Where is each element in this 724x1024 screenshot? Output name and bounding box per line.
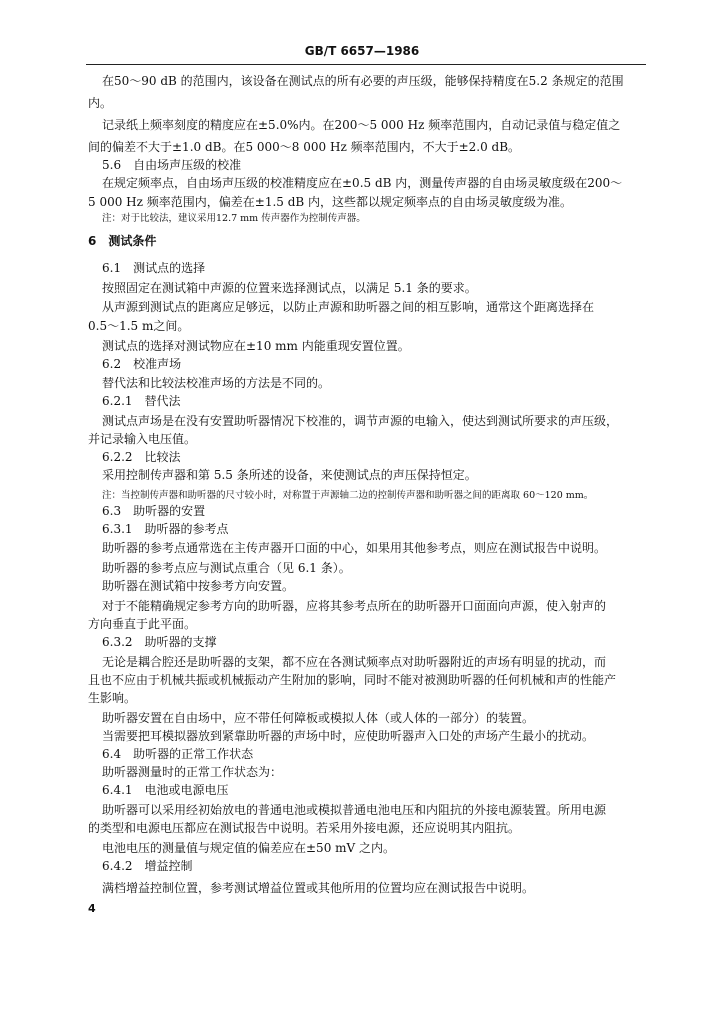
text-line: 助听器的参考点通常选在主传声器开口面的中心，如果用其他参考点，则应在测试报告中说明。 <box>102 541 607 555</box>
text-line: 替代法和比较法校准声场的方法是不同的。 <box>102 376 331 390</box>
text-line: 采用控制传声器和第 5.5 条所述的设备，来使测试点的声压保持恒定。 <box>102 468 477 482</box>
text-line: 6.2 校准声场 <box>102 357 182 371</box>
text-line: 助听器安置在自由场中，应不带任何障板或模拟人体（或人体的一部分）的装置。 <box>102 711 535 725</box>
text-line: 6.2.1 替代法 <box>102 394 181 408</box>
text-line: 6.3.2 助听器的支撑 <box>102 635 217 649</box>
text-line: 间的偏差不大于±1.0 dB。在5 000～8 000 Hz 频率范围内，不大于±2.0 dB。 <box>88 140 521 154</box>
section-heading: 6 测试条件 <box>88 234 157 248</box>
text-line: 生影响。 <box>88 691 137 705</box>
text-line: 在规定频率点，自由场声压级的校准精度应在±0.5 dB 内，测量传声器的自由场灵敏度级在200～ <box>102 176 623 190</box>
note-line: 注：当控制传声器和助听器的尺寸较小时，对称置于声源轴二边的控制传声器和助听器之间的距离取 60～120 mm。 <box>102 490 594 501</box>
text-line: 6.4.2 增益控制 <box>102 859 193 873</box>
header-rule <box>86 64 646 65</box>
text-line: 5.6 自由场声压级的校准 <box>102 158 242 172</box>
text-line: 助听器可以采用经初始放电的普通电池或模拟普通电池电压和内阻抗的外接电源装置。所用电源 <box>102 803 607 817</box>
page-header: GB/T 6657—1986 <box>304 44 420 58</box>
text-line: 6.3.1 助听器的参考点 <box>102 522 229 536</box>
text-line: 在50～90 dB 的范围内，该设备在测试点的所有必要的声压级，能够保持精度在5.2 条规定的范围 <box>102 74 624 88</box>
text-line: 内。 <box>88 96 113 110</box>
text-line: 助听器在测试箱中按参考方向安置。 <box>102 579 295 593</box>
text-line: 6.2.2 比较法 <box>102 450 181 464</box>
text-line: 当需要把耳模拟器放到紧靠助听器的声场中时，应使助听器声入口处的声场产生最小的扰动。 <box>102 729 595 743</box>
text-line: 且也不应由于机械共振或机械振动产生附加的影响，同时不能对被测助听器的任何机械和声的性能产 <box>88 673 617 687</box>
text-line: 6.3 助听器的安置 <box>102 504 206 518</box>
text-line: 0.5～1.5 m之间。 <box>88 319 190 333</box>
text-line: 助听器的参考点应与测试点重合（见 6.1 条）。 <box>102 561 351 575</box>
text-line: 测试点的选择对测试物应在±10 mm 内能重现安置位置。 <box>102 339 410 353</box>
text-line: 按照固定在测试箱中声源的位置来选择测试点，以满足 5.1 条的要求。 <box>102 281 477 295</box>
text-line: 满档增益控制位置，参考测试增益位置或其他所用的位置均应在测试报告中说明。 <box>102 881 535 895</box>
text-line: 6.4.1 电池或电源电压 <box>102 783 229 797</box>
text-line: 6.4 助听器的正常工作状态 <box>102 747 254 761</box>
text-line: 的类型和电源电压都应在测试报告中说明。若采用外接电源，还应说明其内阻抗。 <box>88 821 521 835</box>
text-line: 助听器测量时的正常工作状态为： <box>102 765 283 779</box>
text-line: 对于不能精确规定参考方向的助听器，应将其参考点所在的助听器开口面面向声源，使入射声的 <box>102 599 607 613</box>
text-line: 记录纸上频率刻度的精度应在±5.0%内。在200～5 000 Hz 频率范围内，自动记录值与稳定值之 <box>102 118 621 132</box>
text-line: 方向垂直于此平面。 <box>88 617 197 631</box>
text-line: 并记录输入电压值。 <box>88 432 197 446</box>
note-line: 注：对于比较法，建议采用12.7 mm 传声器作为控制传声器。 <box>102 213 366 224</box>
text-line: 测试点声场是在没有安置助听器情况下校准的，调节声源的电输入，使达到测试所要求的声压级， <box>102 414 619 428</box>
text-line: 5 000 Hz 频率范围内，偏差在±1.5 dB 内，这些都以规定频率点的自由场灵敏度级为准。 <box>88 195 573 209</box>
page-number: 4 <box>88 902 96 915</box>
text-line: 电池电压的测量值与规定值的偏差应在±50 mV 之内。 <box>102 841 395 855</box>
text-line: 无论是耦合腔还是助听器的支架，都不应在各测试频率点对助听器附近的声场有明显的扰动，而 <box>102 655 607 669</box>
text-line: 6.1 测试点的选择 <box>102 261 206 275</box>
text-line: 从声源到测试点的距离应足够远，以防止声源和助听器之间的相互影响，通常这个距离选择在 <box>102 300 595 314</box>
